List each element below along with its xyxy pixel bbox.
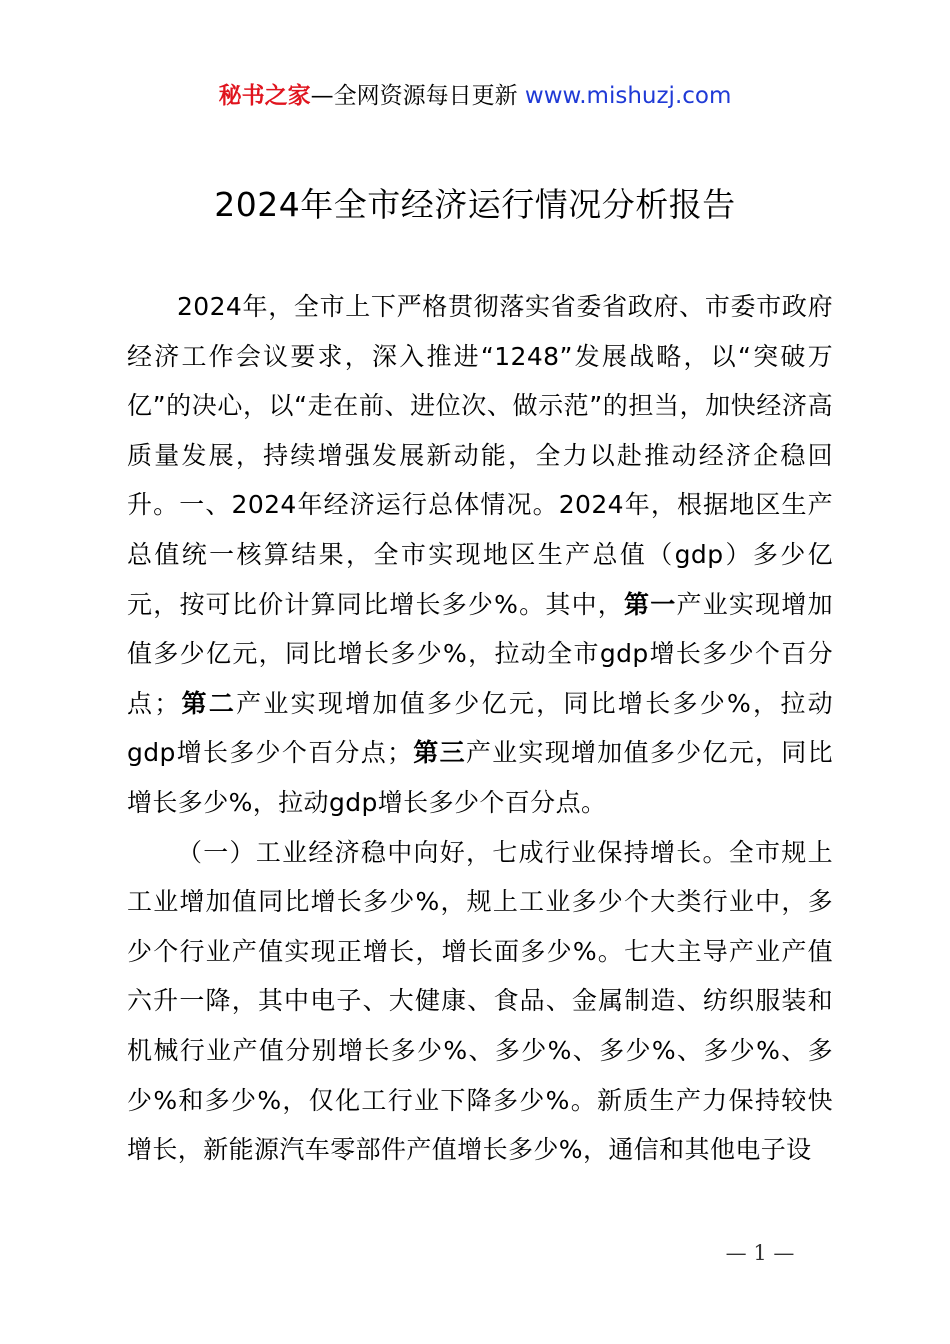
paragraph-industry: （一）工业经济稳中向好，七成行业保持增长。全市规上工业增加值同比增长多少%，规上工业多少个大类行业中，多少个行业产值实现正增长，增长面多少%。七大主导产业产值六升一降，其中电子、大健康、食品、金属制造、纺织服装和机械行业产值分别增长多少%、多少%、多少%、多少%、多少%和多少%，仅化工行业下降多少%。新质生产力保持较快增长，新能源汽车零部件产值增长多少%，通信和其他电子设	[127, 837, 833, 1165]
bold-tertiary-industry: 第三	[412, 738, 466, 768]
paragraph-overview-text-3: 产业实现增加值多少亿元，同比增长多少%，拉动gdp增长多少个百分点；	[127, 688, 833, 768]
paragraph-overview	[127, 282, 833, 828]
site-slogan: —全网资源每日更新	[310, 83, 525, 109]
bold-primary-industry: 第一	[624, 589, 677, 619]
bold-secondary-industry: 第二	[179, 688, 237, 718]
document-body	[127, 282, 833, 1175]
paragraph-overview-text-2: 产业实现增加值多少亿元，同比增长多少%，拉动全市gdp增长多少个百分点；	[127, 589, 833, 718]
site-brand-name: 秘书之家	[218, 83, 311, 109]
page-number: — 1 —	[725, 1241, 795, 1265]
paragraph-overview-text-1: 2024年，全市上下严格贯彻落实省委省政府、市委市政府经济工作会议要求，深入推进“1248”发展战略，以“突破万亿”的决心，以“走在前、进位次、做示范”的担当，加快经济高质量发展，持续增强发展新动能，全力以赴推动经济企稳回升。一、2024年经济运行总体情况。2024年，根据地区生产总值统一核算结果，全市实现地区生产总值（gdp）多少亿元，按可比价计算同比增长多少%。其中，	[127, 292, 833, 619]
site-header-banner	[0, 80, 950, 112]
paragraph-overview-text-4: 产业实现增加值多少亿元，同比增长多少%，拉动gdp增长多少个百分点。	[127, 738, 833, 817]
site-url-link[interactable]: www.mishuzj.com	[524, 83, 732, 109]
document-title: 2024年全市经济运行情况分析报告	[214, 185, 736, 224]
